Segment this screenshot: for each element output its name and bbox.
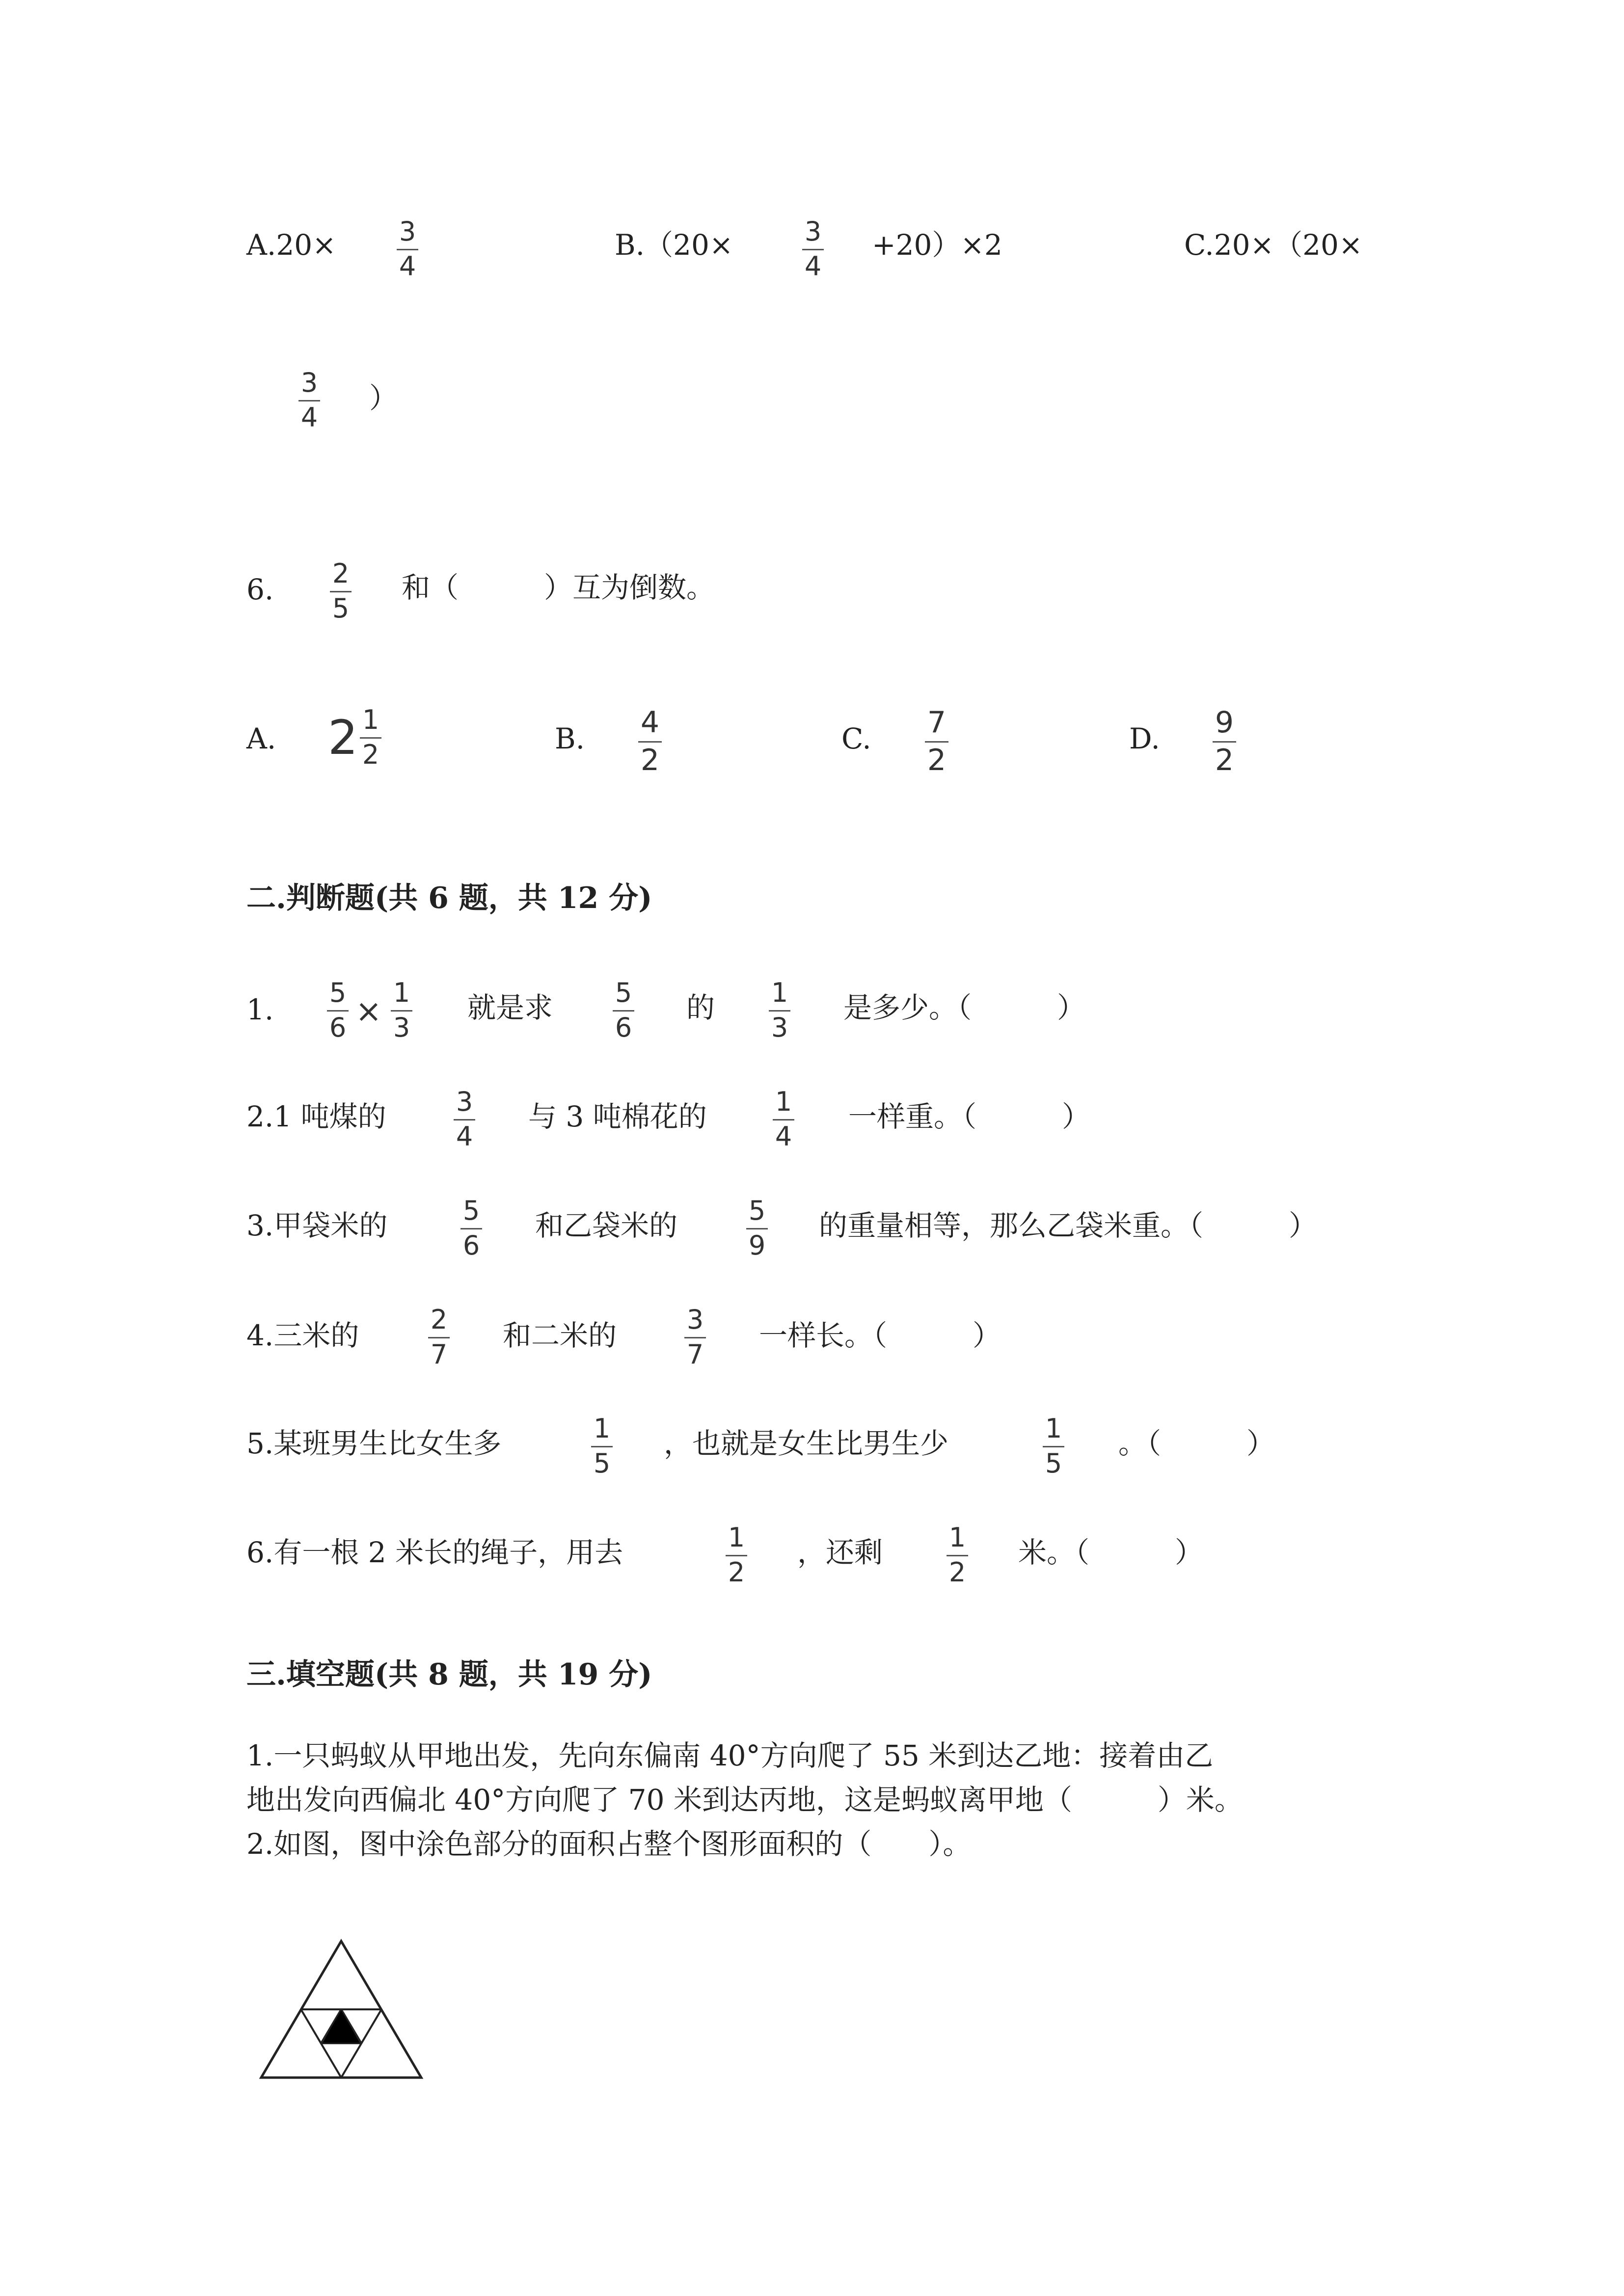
fraction-bar (726, 1555, 747, 1556)
judge-item-2-text-1: 2.1 吨煤的 (246, 1100, 386, 1133)
judge-item-2-text-2: 与 3 吨棉花的 (528, 1100, 707, 1133)
q6-text: 和（ ）互为倒数。 (402, 571, 715, 604)
numerator: 5 (615, 977, 632, 1008)
judge-item-1-fraction-2 (391, 977, 412, 1043)
q5-option-a-fraction (397, 218, 418, 280)
judge-item-6-fraction-1 (726, 1524, 747, 1586)
fraction-bar (684, 1337, 706, 1338)
q5-option-c-fraction (298, 367, 320, 433)
judge-item-5-text-3: 。（ ） (1118, 1427, 1275, 1460)
judge-item-2-fraction-1 (454, 1086, 475, 1152)
judge-item-4-text-1: 4.三米的 (246, 1319, 359, 1352)
q6-fraction (330, 558, 352, 624)
judge-item-4-fraction-2 (684, 1304, 706, 1370)
judge-item-6-text-3: 米。（ ） (1018, 1536, 1204, 1569)
q6-option-d-label: D. (1129, 722, 1160, 755)
fraction-bar (769, 1010, 790, 1012)
judge-item-3-text-3: 的重量相等，那么乙袋米重。（ ） (819, 1209, 1318, 1242)
numerator: 1 (771, 977, 788, 1008)
times-symbol: × (355, 993, 382, 1030)
denominator: 4 (300, 402, 318, 433)
section2-title: 二.判断题(共 6 题，共 12 分) (246, 881, 652, 915)
fill-q1-line-1: 1.一只蚂蚁从甲地出发，先向东偏南 40°方向爬了 55 米到达乙地：接着由乙 (246, 1739, 1214, 1772)
fraction-bar (947, 1555, 968, 1556)
fraction-bar (802, 249, 824, 250)
q5-option-a-prefix: A.20× (246, 228, 336, 262)
judge-item-6-text-1: 6.有一根 2 米长的绳子，用去 (246, 1536, 623, 1569)
judge-item-1-text-3: 是多少。（ ） (843, 991, 1086, 1024)
numerator: 2 (332, 558, 350, 589)
denominator: 2 (948, 1557, 966, 1588)
q5-option-c-prefix: C.20×（20× (1184, 228, 1363, 262)
numerator: 5 (462, 1195, 480, 1226)
judge-item-2-text-3: 一样重。（ ） (848, 1100, 1091, 1133)
denominator: 5 (1045, 1448, 1062, 1479)
shaded-region (323, 2010, 360, 2043)
judge-item-3-text-1: 3.甲袋米的 (246, 1209, 388, 1242)
q5-option-b-suffix: +20）×2 (872, 228, 1002, 262)
numerator: 3 (456, 1086, 473, 1117)
denominator: 2 (1215, 743, 1234, 777)
judge-item-4-text-3: 一样长。（ ） (759, 1319, 1001, 1352)
numerator: 1 (728, 1522, 745, 1553)
denominator: 9 (748, 1230, 766, 1261)
denominator: 6 (462, 1230, 480, 1261)
judge-item-5-text-2: ，也就是女生比男生少 (664, 1427, 949, 1460)
denominator: 2 (728, 1557, 745, 1588)
fraction-bar (746, 1228, 768, 1229)
denominator: 7 (430, 1339, 448, 1370)
judge-item-1-fraction-3 (613, 977, 634, 1043)
numerator: 7 (927, 705, 947, 740)
denominator: 6 (615, 1012, 632, 1043)
judge-item-5-text-1: 5.某班男生比女生多 (246, 1427, 502, 1460)
judge-item-2-fraction-2 (773, 1086, 794, 1152)
denominator: 2 (362, 739, 379, 770)
fraction-bar (1213, 741, 1236, 743)
q6-option-b-label: B. (555, 722, 585, 755)
denominator: 4 (804, 251, 822, 282)
numerator: 5 (748, 1195, 766, 1226)
q6-number: 6. (246, 573, 274, 606)
numerator: 3 (804, 216, 822, 247)
denominator: 5 (332, 593, 350, 624)
denominator: 3 (771, 1012, 788, 1043)
fraction-bar (773, 1119, 794, 1121)
fraction-bar (330, 591, 352, 592)
fraction-part (360, 704, 381, 770)
judge-item-6-fraction-2 (947, 1524, 968, 1586)
numerator: 2 (430, 1304, 448, 1335)
judge-item-5-fraction-1 (591, 1415, 613, 1477)
denominator: 4 (775, 1121, 792, 1152)
numerator: 9 (1215, 705, 1234, 740)
q6-option-b-fraction (638, 705, 662, 777)
denominator: 4 (399, 251, 416, 282)
numerator: 1 (1045, 1413, 1062, 1444)
q6-option-a-mixed-number (328, 704, 381, 770)
numerator: 1 (775, 1086, 792, 1117)
judge-item-3-fraction-2 (746, 1195, 768, 1261)
fraction-bar (613, 1010, 634, 1012)
fraction-bar (460, 1228, 482, 1229)
numerator: 1 (948, 1522, 966, 1553)
numerator: 3 (686, 1304, 704, 1335)
q6-option-a-label: A. (246, 722, 276, 755)
judge-item-1-fraction-4 (769, 977, 790, 1043)
numerator: 1 (593, 1413, 611, 1444)
judge-item-4-text-2: 和二米的 (503, 1319, 617, 1352)
judge-item-1-text-1: 就是求 (467, 991, 553, 1024)
judge-item-3-text-2: 和乙袋米的 (535, 1209, 678, 1242)
numerator: 1 (393, 977, 410, 1008)
numerator: 5 (329, 977, 347, 1008)
fraction-bar (428, 1337, 450, 1338)
q6-option-d-fraction (1213, 705, 1236, 777)
q6-option-c-fraction (925, 705, 948, 777)
fraction-bar (591, 1446, 613, 1447)
judge-item-5-fraction-2 (1043, 1415, 1064, 1477)
fill-q1-line-2: 地出发向西偏北 40°方向爬了 70 米到达丙地，这是蚂蚁离甲地（ ）米。 (246, 1783, 1243, 1816)
fraction-bar (298, 400, 320, 401)
q6-option-c-label: C. (841, 722, 871, 755)
denominator: 6 (329, 1012, 347, 1043)
judge-item-6-text-2: ，还剩 (797, 1536, 883, 1569)
q5-option-b-prefix: B.（20× (615, 228, 733, 262)
whole-part: 2 (328, 710, 358, 765)
denominator: 3 (393, 1012, 410, 1043)
fill-q2: 2.如图，图中涂色部分的面积占整个图形面积的（ ）。 (246, 1827, 972, 1861)
judge-item-1-fraction-1 (327, 977, 349, 1043)
judge-item-3-fraction-1 (460, 1195, 482, 1261)
fraction-bar (638, 741, 662, 743)
fraction-bar (925, 741, 948, 743)
fraction-bar (327, 1010, 349, 1012)
numerator: 3 (399, 216, 416, 247)
numerator: 4 (640, 705, 660, 740)
denominator: 2 (927, 743, 947, 777)
q5-option-b-fraction (802, 218, 824, 280)
section3-title: 三.填空题(共 8 题，共 19 分) (246, 1657, 652, 1692)
fraction-bar (454, 1119, 475, 1121)
denominator: 4 (456, 1121, 473, 1152)
fraction-bar (360, 737, 381, 739)
denominator: 7 (686, 1339, 704, 1370)
judge-item-1-number: 1. (246, 993, 274, 1026)
fraction-bar (391, 1010, 412, 1012)
numerator: 3 (300, 367, 318, 398)
fraction-bar (397, 249, 418, 250)
judge-item-1-text-2: 的 (686, 991, 715, 1024)
fraction-bar (1043, 1446, 1064, 1447)
q5-option-c-suffix: ） (369, 381, 398, 415)
denominator: 5 (593, 1448, 611, 1479)
shaded-triangle-figure (255, 1939, 427, 2086)
numerator: 1 (362, 704, 379, 735)
denominator: 2 (640, 743, 660, 777)
judge-item-4-fraction-1 (428, 1304, 450, 1370)
